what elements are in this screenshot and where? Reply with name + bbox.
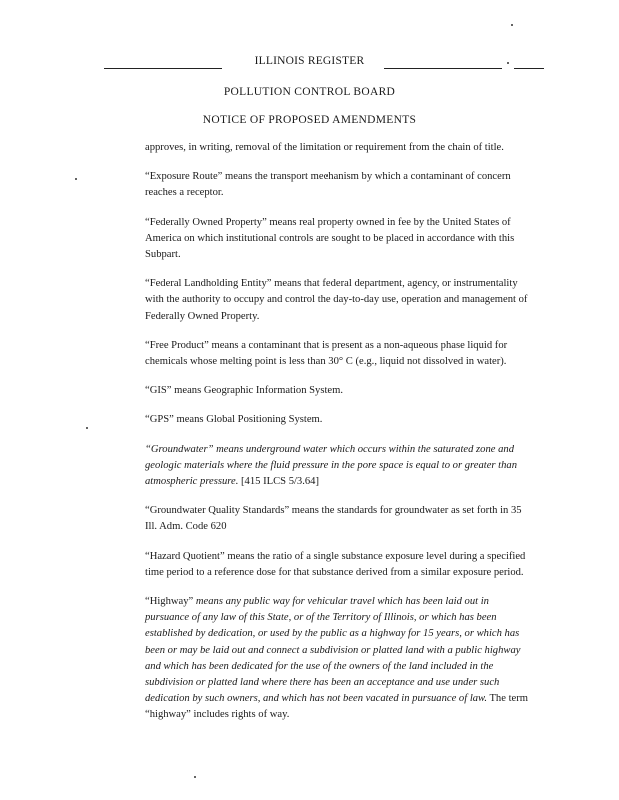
header-rule-far-right xyxy=(514,68,544,69)
definition-groundwater-quality-standards: “Groundwater Quality Standards” means the standards for groundwater as set forth in 35 Ill. Adm. Code 620 xyxy=(145,505,522,533)
definition-hazard-quotient: “Hazard Quotient” means the ratio of a single substance exposure level during a specified time period to a reference dose for that substance derived from a similar exposure period. xyxy=(145,550,526,578)
scan-speck xyxy=(511,24,513,26)
scan-speck xyxy=(75,178,77,180)
definition-groundwater xyxy=(145,442,530,491)
register-title: ILLINOIS REGISTER xyxy=(254,55,365,67)
scan-speck xyxy=(194,776,196,778)
definition-paragraph: approves, in writing, removal of the limitation or requirement from the chain of title. xyxy=(145,142,504,153)
notice-title: NOTICE OF PROPOSED AMENDMENTS xyxy=(202,114,417,126)
scan-speck xyxy=(86,427,88,429)
statute-citation: [415 ILCS 5/3.64] xyxy=(238,476,320,488)
definition-highway xyxy=(145,594,530,724)
header-rule-left xyxy=(104,68,222,69)
definition-free-product: “Free Product” means a contaminant that is present as a non-aqueous phase liquid for chemicals whose melting point is less than 30° C (e.g., liquid not dissolved in water). xyxy=(145,339,508,368)
definition-tail: The term “highway” includes rights of way. xyxy=(145,693,528,721)
term: “Highway” xyxy=(145,596,194,608)
definition-gps: “GPS” means Global Positioning System. xyxy=(145,414,323,426)
definition-gis: “GIS” means Geographic Information System. xyxy=(145,385,343,397)
definitions-body xyxy=(145,140,530,737)
statutory-text: means any public way for vehicular travel which has been laid out in pursuance of any law of this State, or of the Territory of Illinois, or which has been established by dedication, or used by the public as a highway for 15 years, or which has been or may be laid out and connect a subdivision or platted land with a public highway and which has been dedicated for the use of the owners of the land included in the subdivision or platted land where there has been an acceptance and use under such dedication by such owners, and which has not been vacated in pursuance of law. xyxy=(145,596,521,705)
header-rule-right xyxy=(384,68,502,69)
definition-exposure-route: “Exposure Route” means the transport mechanism by which a contaminant of concern reaches a receptor. xyxy=(145,171,511,199)
board-title: POLLUTION CONTROL BOARD xyxy=(223,86,396,98)
definition-federally-owned-property: “Federally Owned Property” means real property owned in fee by the United States of America on which institutional controls are sought to be placed in accordance with this Subpart. xyxy=(145,216,515,261)
statutory-text: “Groundwater” means underground water which occurs within the saturated zone and geologic materials where the fluid pressure in the pore space is equal to or greater than atmospheric pressure. xyxy=(145,443,518,488)
definition-federal-landholding-entity: “Federal Landholding Entity” means that federal department, agency, or instrumentality with the authority to occupy and control the day-to-day use, operation and management of Federally Owned Property. xyxy=(145,278,528,322)
